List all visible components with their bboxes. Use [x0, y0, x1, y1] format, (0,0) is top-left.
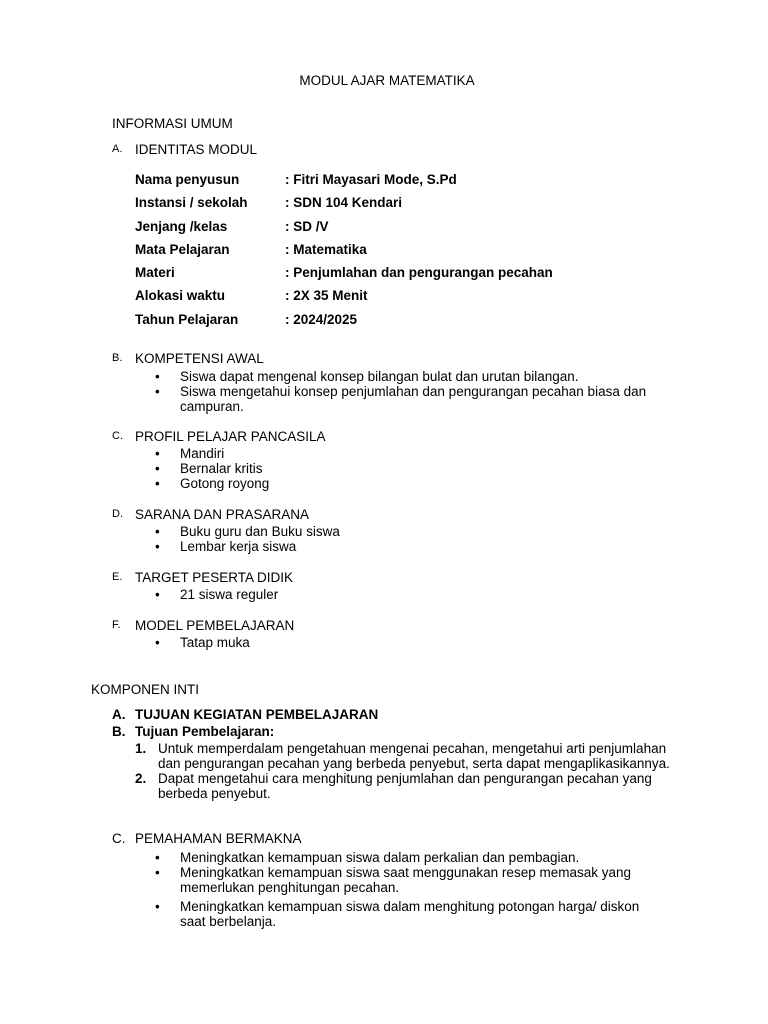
- bullet-icon: •: [155, 369, 160, 384]
- identitas-row: [135, 242, 553, 265]
- section-target-peserta: [112, 570, 293, 585]
- section-heading: KOMPETENSI AWAL: [135, 351, 264, 366]
- list-item: 1. Untuk memperdalam pengetahuan mengenai pecahan, mengetahui arti penjumlahan dan pengurangan pecahan yang berbeda penyebut, serta dapat mengaplikasikannya.: [135, 741, 670, 771]
- target-list: [155, 587, 695, 602]
- bullet-icon: •: [155, 865, 160, 880]
- bullet-icon: •: [155, 850, 160, 865]
- identitas-value: : Matematika: [285, 241, 367, 257]
- identitas-label: Materi: [135, 265, 175, 281]
- identitas-label: Mata Pelajaran: [135, 241, 230, 257]
- identitas-value: : 2X 35 Menit: [285, 288, 368, 304]
- section-heading: MODEL PEMBELAJARAN: [135, 618, 295, 633]
- document-title: MODUL AJAR MATEMATIKA: [299, 73, 475, 88]
- section-letter: B.: [112, 724, 126, 739]
- pemahaman-list: [155, 850, 655, 929]
- list-item: • Gotong royong: [155, 476, 270, 491]
- item-number: 1.: [135, 741, 147, 756]
- identitas-row: [135, 219, 553, 242]
- identitas-label: Instansi / sekolah: [135, 195, 248, 211]
- identitas-label: Jenjang /kelas: [135, 218, 228, 234]
- bullet-icon: •: [155, 446, 160, 461]
- bullet-icon: •: [155, 899, 160, 914]
- kompetensi-list: [155, 369, 695, 414]
- section-letter: D.: [112, 508, 123, 520]
- model-list: [155, 635, 695, 650]
- bullet-icon: •: [155, 461, 160, 476]
- item-number: 2.: [135, 771, 147, 786]
- section-profil-pelajar: [112, 429, 326, 444]
- section-heading: Tujuan Pembelajaran:: [135, 724, 275, 739]
- identitas-value: : SD /V: [285, 218, 329, 234]
- list-item: • Meningkatkan kemampuan siswa dalam perkalian dan pembagian.: [155, 850, 580, 865]
- section-heading: TUJUAN KEGIATAN PEMBELAJARAN: [135, 707, 379, 722]
- section-heading: SARANA DAN PRASARANA: [135, 507, 310, 522]
- list-item: • Lembar kerja siswa: [155, 539, 297, 554]
- identitas-value: : Fitri Mayasari Mode, S.Pd: [285, 172, 457, 187]
- section-identitas-modul: [112, 142, 257, 157]
- bullet-icon: •: [155, 539, 160, 554]
- tujuan-list: [135, 741, 680, 801]
- heading-informasi-umum: INFORMASI UMUM: [112, 116, 233, 131]
- section-letter: A.: [112, 143, 123, 155]
- bullet-icon: •: [155, 635, 160, 650]
- bullet-icon: •: [155, 524, 160, 539]
- identitas-row: [135, 265, 553, 288]
- list-item: • Siswa dapat mengenal konsep bilangan bulat dan urutan bilangan.: [155, 369, 579, 384]
- list-item: • Siswa mengetahui konsep penjumlahan dan pengurangan pecahan biasa dan campuran.: [155, 384, 647, 414]
- section-kompetensi-awal: [112, 351, 264, 366]
- section-letter: A.: [112, 707, 126, 722]
- bullet-icon: •: [155, 587, 160, 602]
- section-model-pembelajaran: [112, 618, 294, 633]
- section-letter: F.: [112, 619, 121, 631]
- section-letter: C.: [112, 831, 126, 846]
- identitas-row: [135, 195, 553, 218]
- bullet-icon: •: [155, 476, 160, 491]
- identitas-label: Tahun Pelajaran: [135, 311, 239, 327]
- section-letter: C.: [112, 430, 123, 442]
- identitas-label: Nama penyusun: [135, 172, 240, 187]
- list-item: • Tatap muka: [155, 635, 250, 650]
- bullet-icon: •: [155, 384, 160, 399]
- profil-list: [155, 446, 695, 491]
- section-letter: B.: [112, 352, 123, 364]
- heading-komponen-inti: KOMPONEN INTI: [91, 682, 200, 697]
- list-item: • Buku guru dan Buku siswa: [155, 524, 340, 539]
- list-item: • Meningkatkan kemampuan siswa saat menggunakan resep memasak yang memerlukan penghitungan pecahan.: [155, 865, 631, 895]
- section-tujuan-kegiatan: [112, 707, 378, 722]
- section-tujuan-pembelajaran: [112, 724, 274, 739]
- list-item: • Meningkatkan kemampuan siswa dalam menghitung potongan harga/ diskon saat berbelanja.: [155, 899, 640, 929]
- list-item: • 21 siswa reguler: [155, 587, 279, 602]
- section-letter: E.: [112, 571, 123, 583]
- identitas-row: [135, 172, 553, 195]
- section-heading: PEMAHAMAN BERMAKNA: [135, 831, 302, 846]
- sarana-list: [155, 524, 695, 554]
- section-heading: TARGET PESERTA DIDIK: [135, 570, 294, 585]
- identitas-value: : SDN 104 Kendari: [285, 195, 403, 211]
- identitas-row: [135, 288, 553, 311]
- identitas-row: [135, 312, 553, 335]
- identitas-value: : 2024/2025: [285, 311, 358, 327]
- identitas-value: : Penjumlahan dan pengurangan pecahan: [285, 265, 553, 281]
- section-sarana: [112, 507, 309, 522]
- section-heading: IDENTITAS MODUL: [135, 142, 258, 157]
- list-item: • Mandiri: [155, 446, 225, 461]
- list-item: 2. Dapat mengetahui cara menghitung penjumlahan dan pengurangan pecahan yang berbeda penyebut.: [135, 771, 652, 801]
- list-item: • Bernalar kritis: [155, 461, 263, 476]
- section-heading: PROFIL PELAJAR PANCASILA: [135, 429, 326, 444]
- identitas-label: Alokasi waktu: [135, 288, 226, 304]
- section-pemahaman-bermakna: [112, 831, 302, 846]
- identitas-table: [135, 172, 553, 335]
